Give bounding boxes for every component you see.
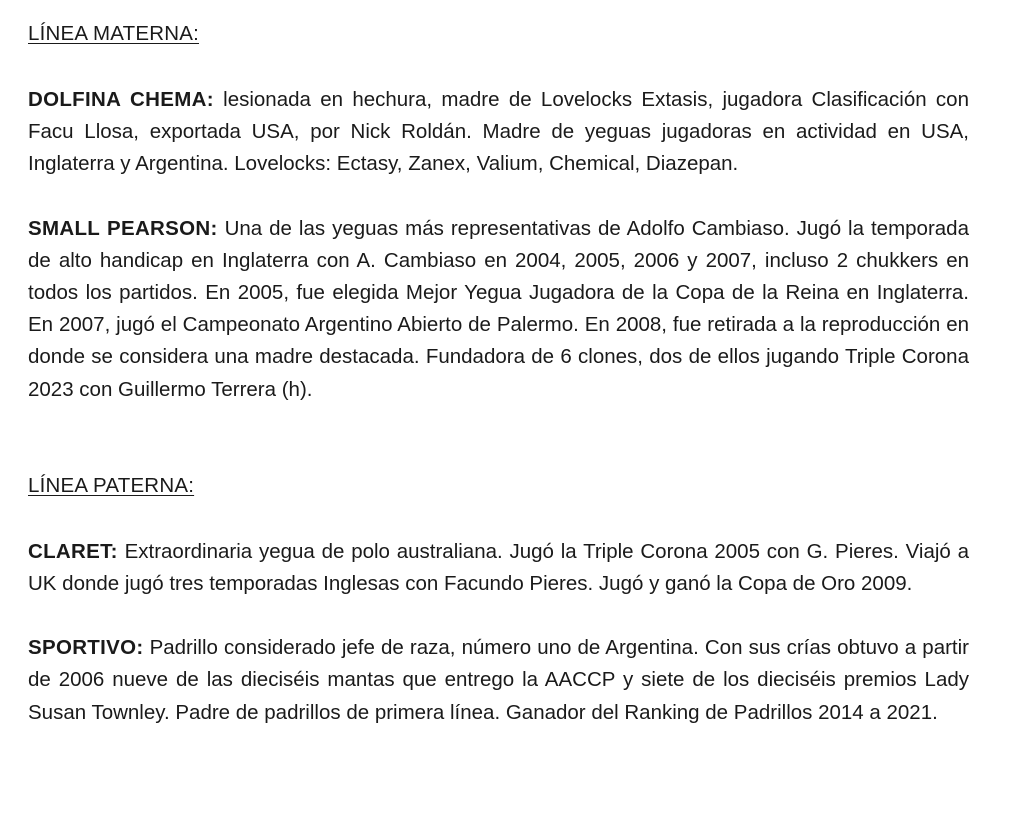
entry-text: Extraordinaria yegua de polo australiana. Jugó la Triple Corona 2005 con G. Pieres. Viajó a UK donde jugó tres temporadas Inglesas con Facundo Pieres. Jugó y ganó la Copa de Oro 2009.	[28, 539, 969, 596]
entry-name: SMALL PEARSON:	[28, 216, 218, 240]
section-heading-maternal: LÍNEA MATERNA:	[28, 22, 200, 45]
entry-claret	[28, 536, 969, 600]
entry-dolfina-chema	[28, 84, 969, 181]
entry-name: SPORTIVO:	[28, 636, 144, 660]
entry-name: CLARET:	[28, 539, 118, 563]
section-heading-paternal: LÍNEA PATERNA:	[28, 473, 195, 497]
entry-sportivo	[28, 632, 969, 729]
entry-small-pearson	[28, 213, 969, 406]
entry-text: lesionada en hechura, madre de Lovelocks Extasis, jugadora Clasificación con Facu Llosa, exportada USA, por Nick Roldán. Madre de yeguas jugadoras en actividad en USA, Inglaterra y Argentina. Lovelocks: Ectasy, Zanex, Valium, Chemical, Diazepan.	[28, 88, 969, 176]
entry-text: Una de las yeguas más representativas de Adolfo Cambiaso. Jugó la temporada de alto handicap en Inglaterra con A. Cambiaso en 2004, 2005, 2006 y 2007, incluso 2 chukkers en todos los partidos. En 2005, fue elegida Mejor Yegua Jugadora de la Copa de la Reina en Inglaterra. En 2007, jugó el Campeonato Argentino Abierto de Palermo. En 2008, fue retirada a la reproducción en donde se considera una madre destacada. Fundadora de 6 clones, dos de ellos jugando Triple Corona 2023 con Guillermo Terrera (h).	[28, 216, 969, 401]
entry-name: DOLFINA CHEMA:	[28, 88, 214, 111]
entry-text: Padrillo considerado jefe de raza, número uno de Argentina. Con sus crías obtuvo a partir de 2006 nueve de las dieciséis mantas que entrego la AACCP y siete de los dieciséis premios Lady Susan Townley. Padre de padrillos de primera línea. Ganador del Ranking de Padrillos 2014 a 2021.	[28, 636, 969, 724]
